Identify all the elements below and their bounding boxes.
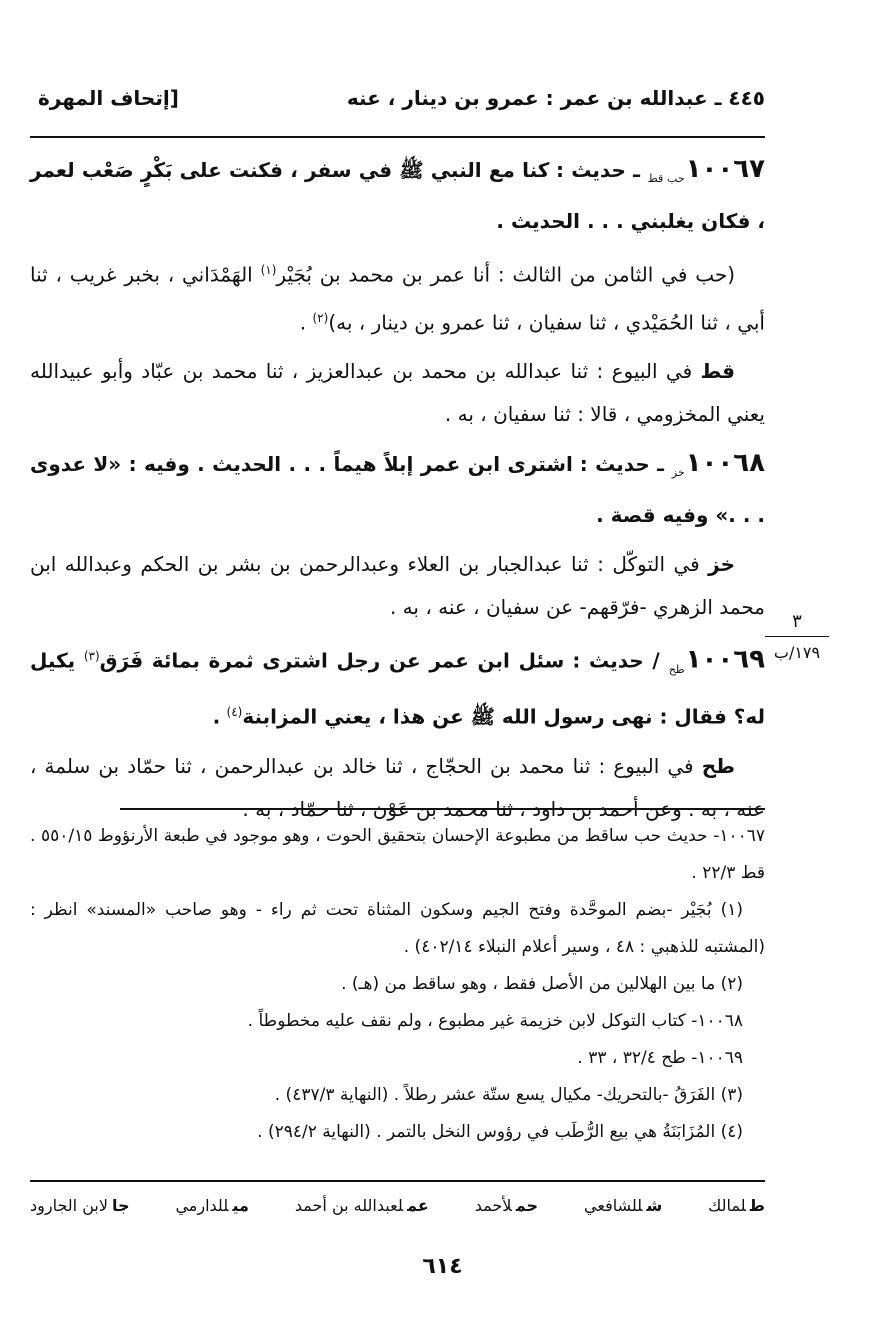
source-text: الهَمْدَاني ، بخبر غريب ، ثنا أبي ، ثنا الحُمَيْدي ، ثنا سفيان ، ثنا عمرو بن دينار ، به)	[30, 262, 765, 335]
abbreviation-name: للشافعي	[584, 1196, 643, 1215]
running-head-chapter: ٤٤٥ ـ عبدالله بن عمر : عمرو بن دينار ، عنه	[346, 86, 765, 110]
hadith-sigla: خز	[671, 466, 685, 480]
footnote: ١٠٠٦٨- كتاب التوكل لابن خزيمة غير مطبوع ، ولم نقف عليه مخطوطاً .	[247, 1011, 743, 1031]
hadith-entry	[30, 635, 765, 738]
hadith-lead: / حديث :	[572, 648, 660, 673]
running-head	[38, 86, 765, 120]
footnote: (٣) الفَرَقُ -بالتحريك- مكيال يسع ستّة عشر رطلاً . (النهاية ٤٣٧/٣) .	[274, 1085, 743, 1105]
source-text: في التوكّل : ثنا عبدالجبار بن العلاء وعبدالرحمن بن بشر بن الحكم وعبدالله ابن محمد الزهري -فرّقهم- عن سفيان ، عنه ، به .	[30, 552, 765, 620]
hadith-number: ١٠٠٦٧	[685, 154, 765, 184]
source-siglum: خز	[708, 552, 736, 577]
hadith-text-end: .	[212, 704, 221, 729]
source-text: (حب في الثامن من الثالث : أنا عمر بن محمد بن بُجَيْر	[276, 262, 736, 287]
source-siglum: قط	[700, 359, 735, 384]
abbreviation-code: مي	[232, 1196, 249, 1215]
abbreviation-item	[295, 1196, 429, 1215]
margin-note-folio: ١٧٩/ب	[773, 643, 821, 662]
hadith-entry	[30, 442, 765, 537]
source-text-end: .	[299, 310, 313, 335]
hadith-entry	[30, 148, 765, 243]
margin-note-top: ٣	[765, 612, 829, 637]
footnote-ref: (١)	[260, 263, 277, 277]
abbreviation-name: لمالك	[708, 1196, 746, 1215]
footnote: ١٠٠٦٧- حديث حب ساقط من مطبوعة الإحسان بتحقيق الحوت ، وهو موجود في طبعة الأرنؤوط ٥٥٠/١٥ . قط ٢٢/٣ .	[30, 826, 765, 883]
abbreviation-name: لعبدالله بن أحمد	[294, 1196, 404, 1215]
abbreviation-name: لأحمد	[474, 1196, 512, 1215]
running-head-book-title: [إتحاف المهرة	[38, 86, 179, 110]
abbreviation-item	[584, 1196, 662, 1215]
footnote: (٤) المُزَابَنَةُ هي بيع الرُّطَب في رؤوس النخل بالتمر . (النهاية ٢٩٤/٢) .	[257, 1122, 743, 1142]
abbreviation-code: حم	[515, 1196, 539, 1215]
hadith-text: اشترى ابن عمر إبلاً هيماً . . . الحديث . وفيه : «لا عدوى . . .» وفيه قصة .	[30, 452, 765, 528]
footnote: (٢) ما بين الهلالين من الأصل فقط ، وهو ساقط من (هـ) .	[341, 974, 743, 994]
footnote-ref: (٢)	[312, 310, 329, 325]
hadith-number: ١٠٠٦٩	[685, 644, 766, 675]
source-paragraph	[30, 543, 765, 629]
abbreviation-item	[475, 1196, 538, 1215]
hadith-sigla: طح	[668, 662, 685, 676]
abbreviation-item	[708, 1196, 765, 1215]
abbreviation-name: للدارمي	[175, 1196, 229, 1215]
page-number: ٦١٤	[422, 1254, 463, 1279]
footnote-ref: (٤)	[226, 704, 243, 719]
margin-note	[765, 612, 829, 663]
abbreviation-item	[30, 1196, 130, 1215]
footnote: (١) بُجَيْر -بضم الموحَّدة وفتح الجيم وسكون المثناة تحت ثم راء - وهو صاحب «المسند» انظر : (المشتبه للذهبي : ٤٨ ، وسير أعلام النبلاء ٤٠٢/١٤) .	[30, 900, 765, 957]
abbreviation-item	[175, 1196, 249, 1215]
abbreviation-code: عم	[407, 1196, 429, 1215]
abbreviation-code: ط	[749, 1196, 765, 1215]
footnote: ١٠٠٦٩- طح ٣٢/٤ ، ٣٣ .	[577, 1048, 743, 1068]
main-text	[30, 148, 765, 837]
hadith-lead: ـ حديث :	[556, 158, 640, 182]
hadith-text: يكيل له؟ فقال : نهى رسول الله ﷺ عن هذا ، يعني المزابنة	[30, 648, 765, 729]
source-siglum: طح	[701, 753, 735, 778]
abbreviation-code: ش	[646, 1196, 663, 1215]
hadith-lead: ـ حديث :	[579, 452, 664, 477]
footnote-ref: (٣)	[83, 649, 100, 664]
footnotes-rule	[120, 808, 765, 810]
source-text: في البيوع : ثنا محمد بن الحجّاج ، ثنا خالد بن عبدالرحمن ، ثنا حمّاد بن سلمة ، عنه ، به . وعن أحمد بن داود ، ثنا محمد بن عَوْن ، ثنا حمّاد ، به .	[30, 753, 765, 821]
abbreviations-key	[30, 1196, 765, 1215]
abbreviation-code: جا	[111, 1196, 130, 1215]
hadith-number: ١٠٠٦٨	[685, 448, 766, 479]
hadith-sigla: حب قط	[647, 172, 685, 185]
abbreviations-rule	[30, 1180, 765, 1182]
hadith-text: سئل ابن عمر عن رجل اشترى ثمرة بمائة فَرَق	[99, 648, 565, 673]
source-paragraph	[30, 249, 765, 344]
abbreviation-name: لابن الجارود	[30, 1196, 108, 1215]
hadith-text: كنا مع النبي ﷺ في سفر ، فكنت على بَكْرٍ صَعْب لعمر ، فكان يغلبني . . . الحديث .	[30, 158, 765, 233]
source-paragraph	[30, 350, 765, 436]
header-rule	[30, 136, 765, 138]
source-text: في البيوع : ثنا عبدالله بن محمد بن عبدالعزيز ، ثنا محمد بن عبّاد وأبو عبيدالله يعني المخزومي ، قالا : ثنا سفيان ، به .	[30, 359, 765, 427]
footnotes	[30, 818, 765, 1151]
